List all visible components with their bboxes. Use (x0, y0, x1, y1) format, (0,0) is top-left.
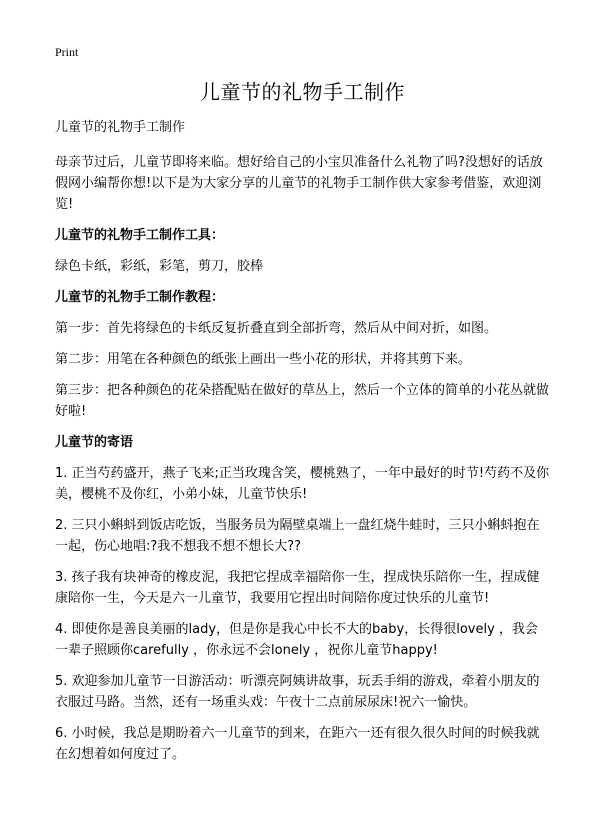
wish-item-4: 4. 即使你是善良美丽的lady，但是你是我心中长不大的baby，长得很lovely ，我会一辈子照顾你carefully ，你永远不会lonely ，祝你儿童节happy! (55, 622, 538, 658)
print-link[interactable]: Print (55, 45, 79, 59)
wish-item-1: 1. 正当芍药盛开，燕子飞来;正当玫瑰含笑，樱桃熟了，一年中最好的时节!芍药不及你美，樱桃不及你红，小弟小妹，儿童节快乐! (55, 466, 550, 502)
intro-paragraph: 母亲节过后，儿童节即将来临。想好给自己的小宝贝准备什么礼物了吗?没想好的话放假网小编帮你想!以下是为大家分享的儿童节的礼物手工制作供大家参考借鉴，欢迎浏览! (55, 155, 543, 212)
wishes-heading: 儿童节的寄语 (55, 435, 134, 450)
tools-text: 绿色卡纸，彩纸，彩笔，剪刀，胶棒 (55, 259, 264, 274)
wish-item-3: 3. 孩子我有块神奇的橡皮泥，我把它捏成幸福陪你一生，捏成快乐陪你一生，捏成健康陪你一生，今天是六一儿童节，我要用它捏出时间陪你度过快乐的儿童节! (55, 570, 540, 606)
tools-heading: 儿童节的礼物手工制作工具： (55, 228, 225, 243)
tutorial-step-2: 第二步：用笔在各种颜色的纸张上画出一些小花的形状，并将其剪下来。 (55, 352, 472, 367)
wish-item-5: 5. 欢迎参加儿童节一日游活动：听漂亮阿姨讲故事，玩丢手绢的游戏，牵着小朋友的衣服过马路。当然，还有一场重头戏：午夜十二点前尿尿床!祝六一愉快。 (55, 674, 540, 710)
wish-item-2: 2. 三只小蝌蚪到饭店吃饭，当服务员为隔壁桌端上一盘红烧牛蛙时，三只小蝌蚪抱在一起，伤心地唱:?我不想我不想不想长大?? (55, 518, 540, 554)
page-title: 儿童节的礼物手工制作 (200, 80, 405, 104)
document-subtitle: 儿童节的礼物手工制作 (55, 120, 186, 135)
wishes-list (55, 463, 550, 765)
tutorial-step-3: 第三步：把各种颜色的花朵搭配贴在做好的草丛上，然后一个立体的简单的小花丛就做好啦! (55, 383, 550, 419)
tutorial-step-1: 第一步：首先将绿色的卡纸反复折叠直到全部折弯，然后从中间对折，如图。 (55, 321, 498, 336)
tutorial-heading: 儿童节的礼物手工制作教程： (55, 290, 225, 305)
wish-item-6: 6. 小时候，我总是期盼着六一儿童节的到来，在距六一还有很久很久时间的时候我就在幻想着如何度过了。 (55, 726, 540, 762)
